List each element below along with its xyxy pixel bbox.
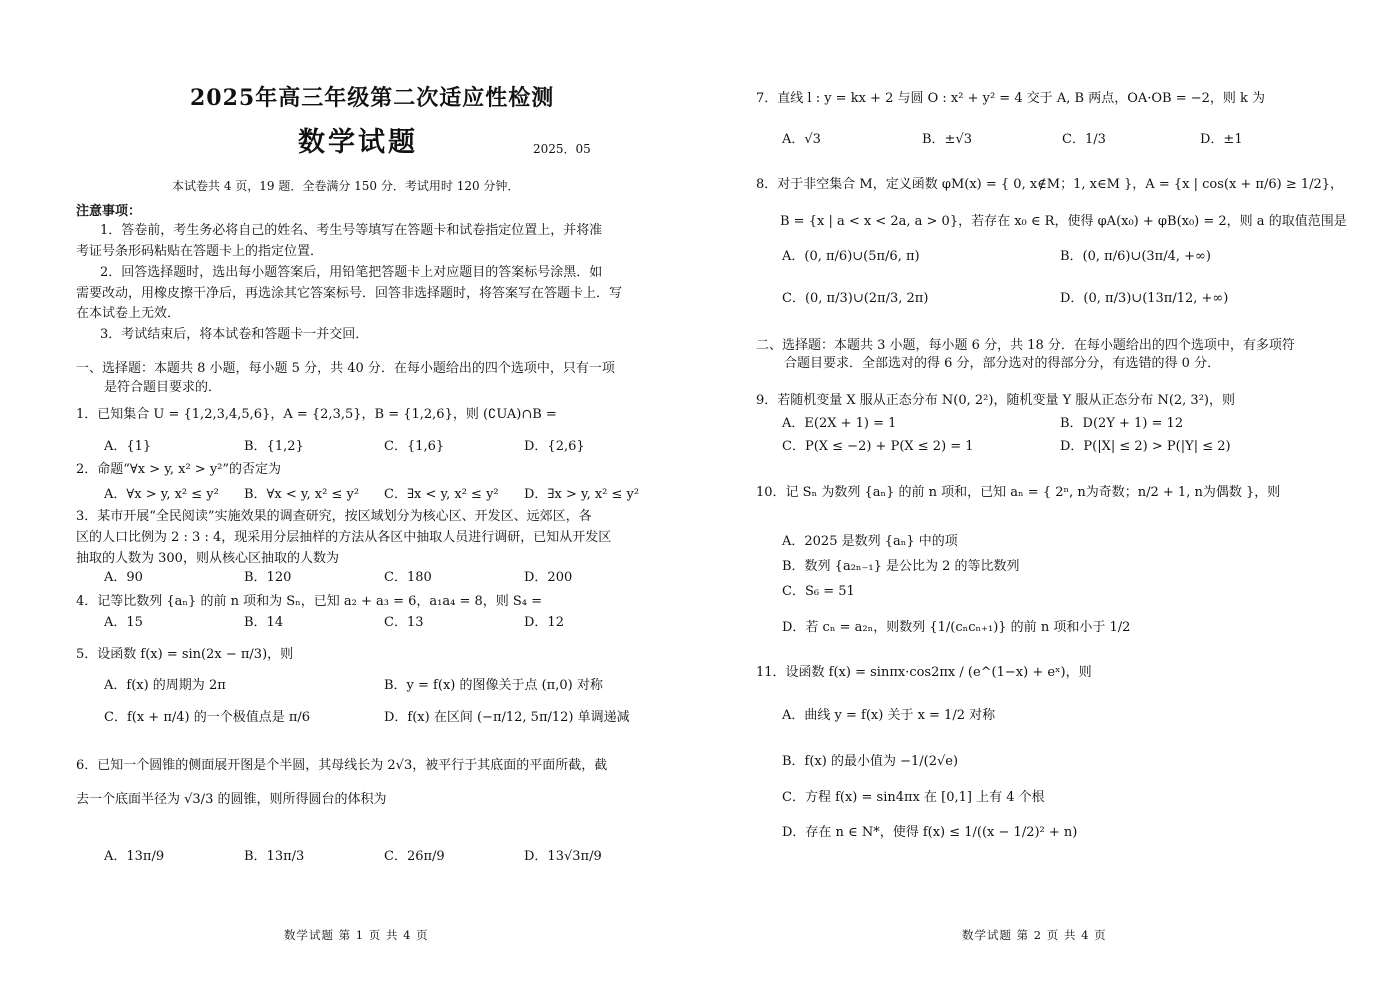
section-2-heading: 二、选择题：本题共 3 小题，每小题 6 分，共 18 分．在每小题给出的四个选项中，有多项符: [756, 338, 1295, 353]
q8-option-a[interactable]: A．(0, π/6)∪(5π/6, π): [782, 249, 920, 264]
q1-option-b[interactable]: B．{1,2}: [244, 439, 304, 454]
q4-option-d[interactable]: D．12: [524, 615, 564, 630]
q3-option-c[interactable]: C．180: [384, 570, 432, 585]
q11-option-b[interactable]: B．f(x) 的最小值为 −1/(2√e): [782, 754, 959, 769]
q7-option-c[interactable]: C．1/3: [1062, 132, 1106, 147]
q8-option-c[interactable]: C．(0, π/3)∪(2π/3, 2π): [782, 291, 929, 306]
q5-option-b[interactable]: B．y = f(x) 的图像关于点 (π,0) 对称: [384, 678, 603, 693]
note-line: 考证号条形码粘贴在答题卡上的指定位置．: [76, 244, 324, 259]
section-2-heading-cont: 合题目要求．全部选对的得 6 分，部分选对的得部分分，有选错的得 0 分．: [784, 356, 1221, 371]
exam-date: 2025．05: [533, 142, 591, 156]
page-2-footer: 数学试题 第 2 页 共 4 页: [962, 928, 1107, 942]
note-line: 需要改动，用橡皮擦干净后，再选涂其它答案标号．回答非选择题时，将答案写在答题卡上．写: [76, 286, 623, 301]
question-10-stem: 10．记 Sₙ 为数列 {aₙ} 的前 n 项和，已知 aₙ = { 2ⁿ, n为奇数；n/2 + 1, n为偶数 }，则: [756, 485, 1281, 500]
question-7-stem: 7．直线 l : y = kx + 2 与圆 O : x² + y² = 4 交于 A, B 两点，OA·OB = −2，则 k 为: [756, 91, 1266, 106]
page-1-footer: 数学试题 第 1 页 共 4 页: [284, 928, 429, 942]
question-4-stem: 4．记等比数列 {aₙ} 的前 n 项和为 Sₙ，已知 a₂ + a₃ = 6，a₁a₄ = 8，则 S₄ =: [76, 594, 543, 609]
q8-option-d[interactable]: D．(0, π/3)∪(13π/12, +∞): [1060, 291, 1229, 306]
question-3-line: 区的人口比例为 2 : 3 : 4，现采用分层抽样的方法从各区中抽取人员进行调研，已知从开发区: [76, 530, 612, 545]
note-line: 在本试卷上无效．: [76, 306, 181, 321]
note-line: 3．考试结束后，将本试卷和答题卡一并交回．: [100, 327, 369, 342]
question-6-line: 6．已知一个圆锥的侧面展开图是个半圆，其母线长为 2√3，被平行于其底面的平面所截，截: [76, 758, 608, 773]
q5-option-c[interactable]: C．f(x + π/4) 的一个极值点是 π/6: [104, 710, 311, 725]
section-1-heading-cont: 是符合题目要求的．: [104, 380, 222, 395]
exam-subject: 数学试题: [298, 127, 418, 158]
question-3-line: 3．某市开展“全民阅读”实施效果的调查研究，按区域划分为核心区、开发区、远郊区，各: [76, 509, 592, 524]
q6-option-b[interactable]: B．13π/3: [244, 849, 305, 864]
q6-option-a[interactable]: A．13π/9: [104, 849, 165, 864]
exam-info: 本试卷共 4 页，19 题．全卷满分 150 分．考试用时 120 分钟．: [172, 179, 520, 193]
q11-option-d[interactable]: D．存在 n ∈ N*，使得 f(x) ≤ 1/((x − 1/2)² + n): [782, 825, 1078, 840]
q4-option-b[interactable]: B．14: [244, 615, 284, 630]
exam-page-2: [700, 0, 1399, 983]
q7-option-d[interactable]: D．±1: [1200, 132, 1243, 147]
q1-option-d[interactable]: D．{2,6}: [524, 439, 585, 454]
q3-option-d[interactable]: D．200: [524, 570, 573, 585]
question-2-stem: 2．命题“∀x > y, x² > y²”的否定为: [76, 462, 282, 477]
q9-option-a[interactable]: A．E(2X + 1) = 1: [782, 416, 897, 431]
q8-option-b[interactable]: B．(0, π/6)∪(3π/4, +∞): [1060, 249, 1211, 264]
notes-heading: 注意事项：: [76, 204, 142, 219]
question-8-line: B = {x | a < x < 2a, a > 0}，若存在 x₀ ∈ R，使得 φA(x₀) + φB(x₀) = 2，则 a 的取值范围是: [780, 214, 1347, 229]
question-5-stem: 5．设函数 f(x) = sin(2x − π/3)，则: [76, 647, 294, 662]
q5-option-a[interactable]: A．f(x) 的周期为 2π: [104, 678, 226, 693]
q2-option-b[interactable]: B．∀x < y, x² ≤ y²: [244, 487, 360, 502]
question-9-stem: 9．若随机变量 X 服从正态分布 N(0, 2²)，随机变量 Y 服从正态分布 N(2, 3²)，则: [756, 393, 1235, 408]
question-8-line: 8．对于非空集合 M，定义函数 φM(x) = { 0, x∉M；1, x∈M }，A = {x | cos(x + π/6) ≥ 1/2}，: [756, 177, 1344, 192]
q10-option-d[interactable]: D．若 cₙ = a₂ₙ，则数列 {1/(cₙcₙ₊₁)} 的前 n 项和小于 1/2: [782, 620, 1131, 635]
q2-option-a[interactable]: A．∀x > y, x² ≤ y²: [104, 487, 219, 502]
q7-option-b[interactable]: B．±√3: [922, 132, 973, 147]
question-11-stem: 11．设函数 f(x) = sinπx·cos2πx / (e^(1−x) + eˣ)，则: [756, 665, 1092, 680]
q1-option-c[interactable]: C．{1,6}: [384, 439, 445, 454]
q9-option-b[interactable]: B．D(2Y + 1) = 12: [1060, 416, 1184, 431]
question-3-line: 抽取的人数为 300，则从核心区抽取的人数为: [76, 551, 339, 566]
q5-option-d[interactable]: D．f(x) 在区间 (−π/12, 5π/12) 单调递减: [384, 710, 630, 725]
q9-option-c[interactable]: C．P(X ≤ −2) + P(X ≤ 2) = 1: [782, 439, 974, 454]
note-line: 1．答卷前，考生务必将自己的姓名、考生号等填写在答题卡和试卷指定位置上，并将准: [100, 223, 603, 238]
q2-option-c[interactable]: C．∃x < y, x² ≤ y²: [384, 487, 499, 502]
q11-option-c[interactable]: C．方程 f(x) = sin4πx 在 [0,1] 上有 4 个根: [782, 790, 1045, 805]
q7-option-a[interactable]: A．√3: [782, 132, 821, 147]
q3-option-b[interactable]: B．120: [244, 570, 292, 585]
exam-title: 2025年高三年级第二次适应性检测: [190, 85, 555, 111]
note-line: 2．回答选择题时，选出每小题答案后，用铅笔把答题卡上对应题目的答案标号涂黑．如: [100, 265, 603, 280]
q4-option-a[interactable]: A．15: [104, 615, 143, 630]
q10-option-c[interactable]: C．S₆ = 51: [782, 584, 855, 599]
q10-option-b[interactable]: B．数列 {a₂ₙ₋₁} 是公比为 2 的等比数列: [782, 559, 1020, 574]
section-1-heading: 一、选择题：本题共 8 小题，每小题 5 分，共 40 分．在每小题给出的四个选项中，只有一项: [76, 361, 615, 376]
q2-option-d[interactable]: D．∃x > y, x² ≤ y²: [524, 487, 640, 502]
q6-option-c[interactable]: C．26π/9: [384, 849, 445, 864]
question-6-line: 去一个底面半径为 √3/3 的圆锥，则所得圆台的体积为: [76, 792, 387, 807]
question-1-stem: 1．已知集合 U = {1,2,3,4,5,6}，A = {2,3,5}，B = {1,2,6}，则 (∁UA)∩B =: [76, 407, 557, 422]
q1-option-a[interactable]: A．{1}: [104, 439, 152, 454]
q3-option-a[interactable]: A．90: [104, 570, 143, 585]
q6-option-d[interactable]: D．13√3π/9: [524, 849, 602, 864]
q9-option-d[interactable]: D．P(|X| ≤ 2) > P(|Y| ≤ 2): [1060, 439, 1231, 454]
q11-option-a[interactable]: A．曲线 y = f(x) 关于 x = 1/2 对称: [782, 708, 996, 723]
q4-option-c[interactable]: C．13: [384, 615, 424, 630]
q10-option-a[interactable]: A．2025 是数列 {aₙ} 中的项: [782, 534, 958, 549]
